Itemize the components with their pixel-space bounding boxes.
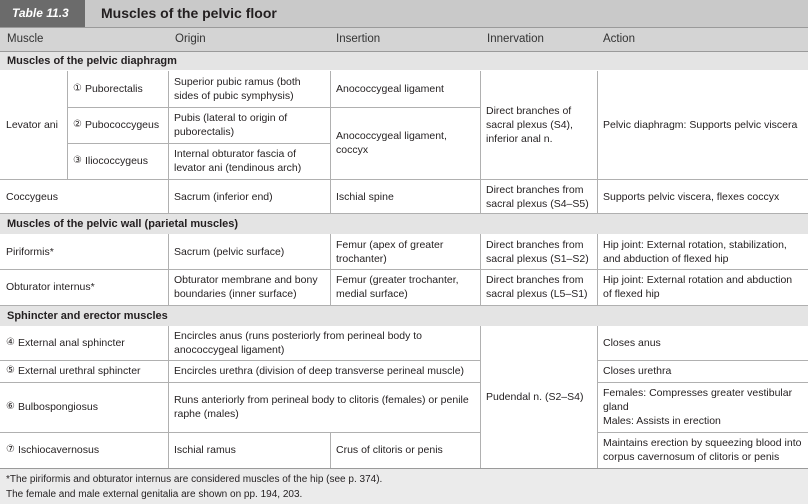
grid-line (597, 432, 808, 433)
coccygeus-action (597, 180, 808, 213)
ischio-action-text: Maintains erection by squeezing blood into corpus cavernosum of clitoris or penis (603, 437, 802, 463)
grid-line (0, 305, 808, 306)
levator-innervation-text: Direct branches of sacral plexus (S4), inferior anal n. (486, 105, 573, 145)
piriformis-innervation-text: Direct branches from sacral plexus (S1–S2) (486, 238, 589, 265)
grid-line (168, 326, 169, 468)
ext-anal-action-text: Closes anus (603, 337, 661, 349)
bulbo-origin (168, 382, 480, 432)
levator-ani-label: Levator ani (6, 119, 58, 131)
pubo-ilio-insertion (330, 107, 480, 179)
ischio-name: Ischiocavernosus (17, 444, 100, 456)
header-insertion: Insertion (336, 33, 381, 45)
iliococcygeus-origin-text: Internal obturator fascia of levator ani (tendinous arch) (174, 148, 302, 174)
header-innervation: Innervation (487, 33, 544, 45)
grid-line (67, 107, 480, 108)
piriformis-action (597, 234, 808, 269)
coccygeus-action-text: Supports pelvic viscera, flexes coccyx (603, 190, 780, 203)
coccygeus-origin (168, 180, 330, 213)
obturator-action-text: Hip joint: External rotation and abduction of flexed hip (603, 274, 793, 300)
coccygeus-origin-text: Sacrum (inferior end) (174, 190, 273, 203)
ext-urethral-name: External urethral sphincter (17, 365, 141, 377)
grid-line (0, 432, 480, 433)
column-header-row (0, 28, 808, 52)
grid-line (480, 326, 481, 468)
pudendal-innervation (480, 326, 597, 468)
table-footnote (0, 468, 808, 504)
bulbo-name: Bulbospongiosus (17, 401, 98, 413)
section-pelvic-wall: Muscles of the pelvic wall (parietal muscles) (0, 214, 808, 234)
table-title: Muscles of the pelvic floor (101, 5, 277, 21)
pubococcygeus-origin (168, 107, 330, 143)
piriformis-name: Piriformis* (6, 245, 54, 258)
pudendal-text: Pudendal n. (S2–S4) (486, 391, 584, 403)
number-marker-2: ② (73, 119, 82, 130)
piriformis-innervation (480, 234, 597, 269)
puborectalis-origin-text: Superior pubic ramus (both sides of pubic symphysis) (174, 76, 301, 102)
obturator-insertion-text: Femur (greater trochanter, medial surface) (336, 274, 459, 300)
obturator-origin (168, 269, 330, 305)
grid-line (168, 71, 169, 213)
puborectalis-origin (168, 71, 330, 107)
grid-line (0, 269, 808, 270)
grid-line (597, 71, 598, 213)
number-marker-4: ④ (6, 337, 15, 348)
number-marker-6: ⑥ (6, 401, 15, 412)
coccygeus-innervation (480, 180, 597, 213)
number-marker-5: ⑤ (6, 365, 15, 376)
levator-ani-cell (0, 71, 67, 179)
grid-line (597, 326, 598, 468)
ischio-action (597, 432, 808, 468)
grid-line (0, 179, 808, 180)
number-marker-1: ① (73, 83, 82, 94)
section-pelvic-diaphragm: Muscles of the pelvic diaphragm (0, 52, 808, 70)
obturator-origin-text: Obturator membrane and bony boundaries (inner surface) (174, 274, 318, 300)
number-marker-7: ⑦ (6, 444, 15, 455)
grid-line (330, 234, 331, 305)
obturator-action (597, 269, 808, 305)
ext-anal-origin-text: Encircles anus (runs posteriorly from perineal body to anococcygeal ligament) (174, 330, 423, 356)
grid-line (480, 234, 481, 305)
ext-anal-cell (0, 326, 168, 360)
grid-line (168, 234, 169, 305)
bulbo-origin-text: Runs anteriorly from perineal body to clitoris (females) or penile raphe (males) (174, 394, 469, 420)
bulbo-action-male: Males: Assists in erection (603, 415, 721, 427)
coccygeus-insertion-text: Ischial spine (336, 190, 394, 203)
coccygeus-name: Coccygeus (6, 190, 58, 203)
piriformis-cell (0, 234, 168, 269)
ext-urethral-origin (168, 360, 480, 382)
bulbo-cell (0, 382, 168, 432)
puborectalis-insertion-text: Anococcygeal ligament (336, 83, 444, 95)
piriformis-action-text: Hip joint: External rotation, stabilization, and abduction of flexed hip (603, 238, 787, 265)
grid-line (67, 143, 330, 144)
coccygeus-insertion (330, 180, 480, 213)
piriformis-origin (168, 234, 330, 269)
pubococcygeus-name: Pubococcygeus (84, 119, 160, 131)
levator-action (597, 71, 808, 179)
header-muscle: Muscle (7, 33, 44, 45)
grid-line (597, 382, 808, 383)
grid-line (0, 382, 480, 383)
puborectalis-insertion (330, 71, 480, 107)
number-marker-3: ③ (73, 155, 82, 166)
grid-line (0, 360, 480, 361)
iliococcygeus-origin (168, 143, 330, 179)
ext-urethral-origin-text: Encircles urethra (division of deep transverse perineal muscle) (174, 365, 465, 377)
section-sphincter-erector: Sphincter and erector muscles (0, 306, 808, 326)
ext-anal-action (597, 326, 808, 360)
pubococcygeus-origin-text: Pubis (lateral to origin of puborectalis) (174, 112, 288, 138)
obturator-insertion (330, 269, 480, 305)
obturator-cell (0, 269, 168, 305)
puborectalis-name: Puborectalis (84, 83, 143, 95)
grid-line (67, 71, 68, 179)
ext-anal-origin (168, 326, 480, 360)
grid-line (330, 432, 331, 468)
ischio-insertion (330, 432, 480, 468)
piriformis-insertion-text: Femur (apex of greater trochanter) (336, 238, 444, 265)
puborectalis-cell (67, 71, 168, 107)
grid-line (330, 71, 331, 213)
coccygeus-cell (0, 180, 168, 213)
ext-urethral-action (597, 360, 808, 382)
ischio-cell (0, 432, 168, 468)
bulbo-action-female: Females: Compresses greater vestibular gland (603, 387, 793, 413)
grid-line (597, 360, 808, 361)
iliococcygeus-cell (67, 143, 168, 179)
grid-line (480, 71, 481, 213)
levator-action-text: Pelvic diaphragm: Supports pelvic viscera (603, 119, 798, 131)
obturator-innervation-text: Direct branches from sacral plexus (L5–S1) (486, 274, 588, 300)
obturator-innervation (480, 269, 597, 305)
header-origin: Origin (175, 33, 206, 45)
table-title-bar (0, 0, 808, 28)
grid-line (0, 213, 808, 214)
ischio-origin-text: Ischial ramus (174, 444, 236, 456)
iliococcygeus-name: Iliococcygeus (84, 155, 148, 167)
table-number-tag: Table 11.3 (0, 0, 85, 27)
ext-anal-name: External anal sphincter (17, 337, 125, 349)
ischio-insertion-text: Crus of clitoris or penis (336, 444, 443, 456)
ext-urethral-cell (0, 360, 168, 382)
pubo-ilio-insertion-text: Anococcygeal ligament, coccyx (336, 130, 447, 156)
piriformis-origin-text: Sacrum (pelvic surface) (174, 245, 285, 258)
footnote-line-1: *The piriformis and obturator internus are considered muscles of the hip (see p. 374). (6, 474, 383, 485)
levator-innervation (480, 71, 597, 179)
coccygeus-innervation-text: Direct branches from sacral plexus (S4–S5) (486, 183, 589, 210)
bulbo-action (597, 382, 808, 432)
footnote-line-2: The female and male external genitalia are shown on pp. 194, 203. (6, 489, 303, 500)
piriformis-insertion (330, 234, 480, 269)
grid-line (597, 234, 598, 305)
obturator-name: Obturator internus* (6, 281, 95, 293)
header-action: Action (603, 33, 635, 45)
ext-urethral-action-text: Closes urethra (603, 365, 672, 377)
pubococcygeus-cell (67, 107, 168, 143)
ischio-origin (168, 432, 330, 468)
